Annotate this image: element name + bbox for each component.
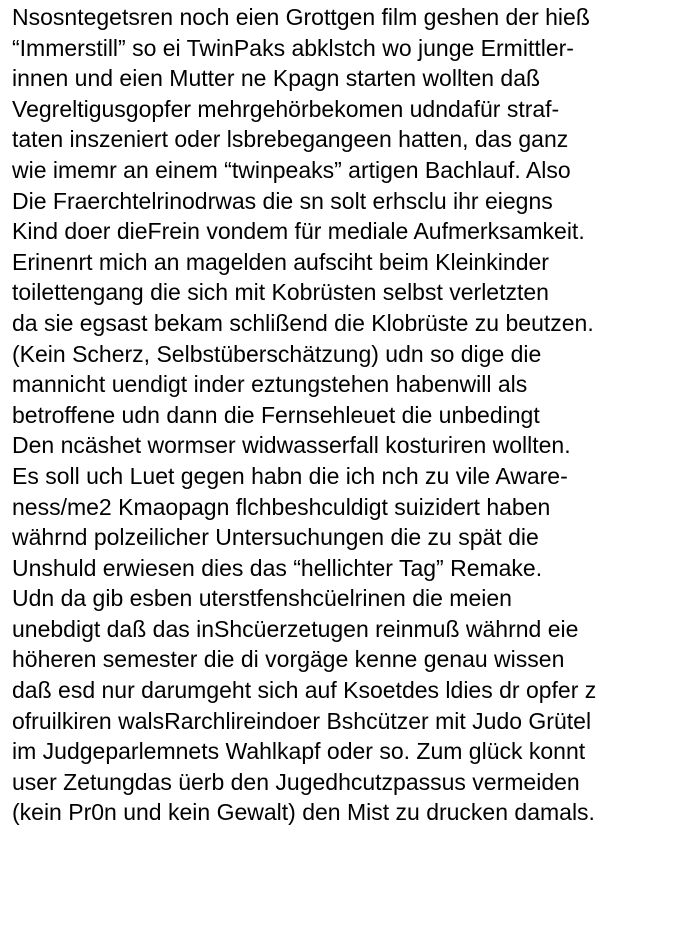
text-line: Den ncäshet wormser widwasserfall kosturiren wollten.: [12, 432, 571, 459]
text-line: innen und eien Mutter ne Kpagn starten wollten daß: [12, 65, 541, 92]
text-line: höheren semester die di vorgäge kenne genau wissen: [12, 646, 565, 673]
text-line: unebdigt daß das inShcüerzetugen reinmuß währnd eie: [12, 615, 579, 642]
text-line: betroffene udn dann die Fernsehleuet die unbedingt: [12, 401, 540, 428]
text-line: taten inszeniert oder lsbrebegangeen hatten, das ganz: [12, 126, 569, 153]
text-line: ness/me2 Kmaopagn flchbeshculdigt suizidert haben: [12, 493, 551, 520]
text-line: (Kein Scherz, Selbstüberschätzung) udn so dige die: [12, 340, 542, 367]
text-line: (kein Pr0n und kein Gewalt) den Mist zu drucken damals.: [12, 799, 595, 826]
text-line: daß esd nur darumgeht sich auf Ksoetdes ldies dr opfer z: [12, 677, 597, 704]
text-line: Erinenrt mich an magelden aufsciht beim Kleinkinder: [12, 248, 549, 275]
text-line: Es soll uch Luet gegen habn die ich nch zu vile Aware-: [12, 462, 568, 489]
text-line: mannicht uendigt inder eztungstehen habenwill als: [12, 371, 528, 398]
text-line: “Immerstill” so ei TwinPaks abklstch wo junge Ermittler-: [12, 34, 574, 61]
text-line: Nsosntegetsren noch eien Grottgen film geshen der hieß: [12, 4, 590, 30]
text-line: währnd polzeilicher Untersuchungen die zu spät die: [12, 524, 539, 551]
text-line: im Judgeparlemnets Wahlkapf oder so. Zum glück konnt: [12, 738, 586, 765]
text-line: Vegreltigusgopfer mehrgehörbekomen udndafür straf-: [12, 95, 560, 122]
text-line: ofruilkiren walsRarchlireindoer Bshcützer mit Judo Grütel: [12, 707, 592, 734]
text-line: Die Fraerchtelrinodrwas die sn solt erhsclu ihr eiegns: [12, 187, 553, 214]
text-line: da sie egsast bekam schlißend die Klobrüste zu beutzen.: [12, 309, 594, 336]
text-line: toilettengang die sich mit Kobrüsten selbst verletzten: [12, 279, 549, 306]
body-text: [12, 2, 680, 828]
text-line: Unshuld erwiesen dies das “hellichter Tag” Remake.: [12, 554, 543, 581]
text-line: Udn da gib esben uterstfenshcüelrinen die meien: [12, 585, 512, 612]
text-line: wie imemr an einem “twinpeaks” artigen Bachlauf. Also: [12, 156, 571, 183]
text-line: Kind doer dieFrein vondem für mediale Aufmerksamkeit.: [12, 218, 585, 245]
text-line: user Zetungdas üerb den Jugedhcutzpassus vermeiden: [12, 768, 580, 795]
